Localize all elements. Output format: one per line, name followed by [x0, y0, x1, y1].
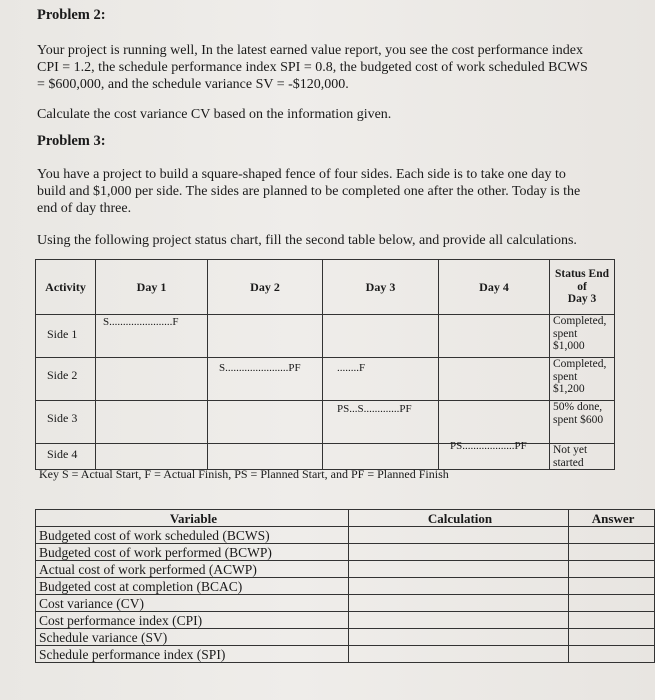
header-day3: Day 3: [323, 260, 439, 315]
table-row: [36, 527, 655, 544]
header-status-line2: of: [577, 280, 587, 293]
status-side4-l2: started: [553, 456, 584, 469]
problem3-line1: You have a project to build a square-shaped fence of four sides. Each side is to take one day to: [37, 167, 566, 182]
answer-cell[interactable]: [569, 561, 655, 578]
header-answer: Answer: [569, 510, 655, 527]
answer-cell[interactable]: [569, 595, 655, 612]
status-side1-l1: Completed,: [553, 315, 607, 327]
variable-cell: Schedule variance (SV): [36, 629, 349, 646]
activity-side2: Side 2: [47, 368, 78, 382]
calculation-cell[interactable]: [348, 561, 568, 578]
variable-cell: Actual cost of work performed (ACWP): [36, 561, 349, 578]
bar-side2-day2: S.......................PF: [219, 362, 301, 374]
status-side2-l1: Completed,: [553, 358, 607, 370]
table-row: [36, 401, 615, 444]
status-cell: [550, 401, 615, 444]
problem2-heading: Problem 2:: [37, 7, 106, 23]
calculation-cell[interactable]: [348, 595, 568, 612]
activity-side1: Side 1: [47, 327, 78, 341]
variable-table-header-row: [36, 510, 655, 527]
variable-cell: Schedule performance index (SPI): [36, 646, 349, 663]
calculation-cell[interactable]: [348, 612, 568, 629]
bar-side4: PS...................PF: [450, 440, 527, 452]
header-status: [550, 260, 615, 315]
calculation-cell[interactable]: [348, 646, 568, 663]
calculation-cell[interactable]: [348, 527, 568, 544]
status-cell: [550, 444, 615, 470]
header-day2: Day 2: [208, 260, 323, 315]
activity-cell: [36, 315, 96, 358]
header-day1: Day 1: [96, 260, 208, 315]
answer-cell[interactable]: [569, 527, 655, 544]
table-row: [36, 646, 655, 663]
bar-side1: S.......................F: [103, 316, 179, 328]
problem2-question: Calculate the cost variance CV based on the information given.: [37, 107, 392, 122]
status-side2-l2: spent: [553, 370, 578, 383]
status-side1-l3: $1,000: [553, 340, 585, 352]
answer-cell[interactable]: [569, 646, 655, 663]
calculation-cell[interactable]: [348, 629, 568, 646]
variable-cell: Cost variance (CV): [36, 595, 349, 612]
problem2-line3: = $600,000, and the schedule variance SV = -$120,000.: [37, 77, 349, 92]
header-calculation: Calculation: [348, 510, 568, 527]
status-side1-l2: spent: [553, 327, 578, 340]
status-key: Key S = Actual Start, F = Actual Finish, PS = Planned Start, and PF = Planned Finish: [39, 467, 449, 481]
table-row: [36, 629, 655, 646]
status-cell: [550, 358, 615, 401]
problem3-line3: end of day three.: [37, 201, 132, 216]
answer-cell[interactable]: [569, 629, 655, 646]
status-cell: [550, 315, 615, 358]
header-status-line3: Day 3: [567, 293, 597, 306]
header-status-line1: Status End: [554, 268, 609, 281]
bar-side2-day3: ........F: [337, 362, 366, 374]
problem3-heading: Problem 3:: [37, 133, 106, 149]
header-activity: Activity: [36, 260, 96, 315]
variable-cell: Budgeted cost at completion (BCAC): [36, 578, 349, 595]
activity-side4: Side 4: [47, 447, 78, 461]
problem2-line1: Your project is running well, In the latest earned value report, you see the cost performance index: [37, 43, 583, 58]
activity-side3: Side 3: [47, 411, 78, 425]
variable-cell: Budgeted cost of work scheduled (BCWS): [36, 527, 349, 544]
answer-cell[interactable]: [569, 544, 655, 561]
table-row: [36, 561, 655, 578]
status-table-header-row: [36, 260, 615, 315]
table-row: [36, 612, 655, 629]
table-row: [36, 578, 655, 595]
problem3-line2: build and $1,000 per side. The sides are planned to be completed one after the other. Today is the: [37, 184, 581, 199]
header-day4: Day 4: [439, 260, 550, 315]
answer-cell[interactable]: [569, 612, 655, 629]
answer-cell[interactable]: [569, 578, 655, 595]
activity-cell: [36, 358, 96, 401]
variable-cell: Budgeted cost of work performed (BCWP): [36, 544, 349, 561]
table-row: [36, 544, 655, 561]
problem2-line2: CPI = 1.2, the schedule performance index SPI = 0.8, the budgeted cost of work scheduled BCWS: [37, 60, 588, 75]
problem3-instruction: Using the following project status chart, fill the second table below, and provide all calculations.: [37, 233, 577, 248]
calculation-cell[interactable]: [348, 544, 568, 561]
bar-side3: PS...S.............PF: [337, 403, 412, 415]
status-side3-l1: 50% done,: [553, 401, 603, 413]
status-side4-l1: Not yet: [553, 444, 588, 456]
activity-cell: [36, 444, 96, 470]
status-side2-l3: $1,200: [553, 383, 585, 395]
table-row: [36, 358, 615, 401]
variable-table: [35, 509, 655, 663]
status-side3-l2: spent $600: [553, 413, 604, 426]
table-row: [36, 444, 615, 470]
project-status-table: [35, 259, 615, 470]
calculation-cell[interactable]: [348, 578, 568, 595]
activity-cell: [36, 401, 96, 444]
table-row: [36, 595, 655, 612]
header-variable: Variable: [36, 510, 349, 527]
variable-cell: Cost performance index (CPI): [36, 612, 349, 629]
